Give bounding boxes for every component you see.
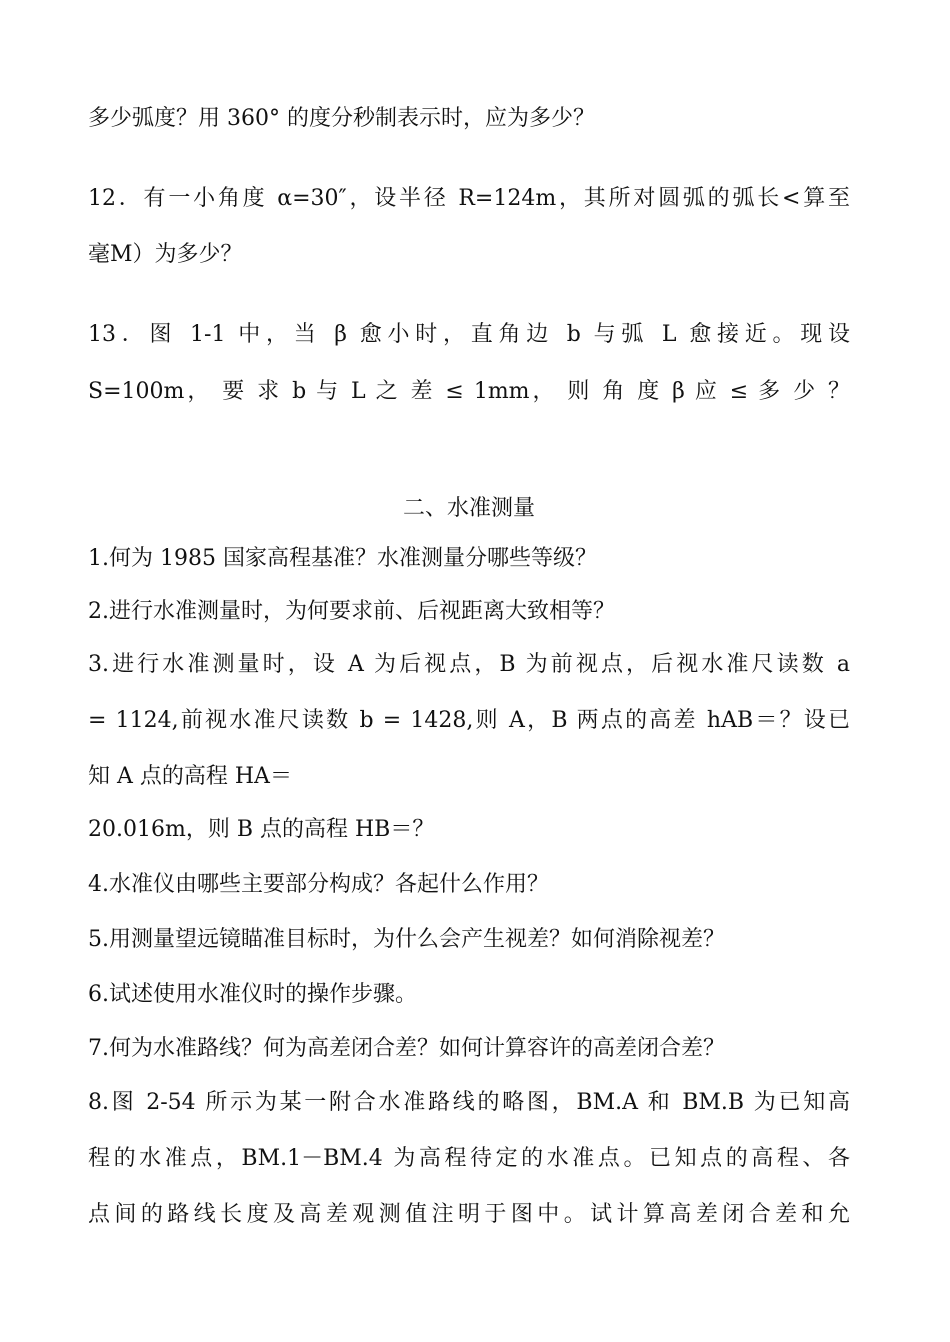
question-3-line-4: 20.016m，则 B 点的高程 HB＝？ xyxy=(88,817,435,842)
question-8-line-1: 8.图 2-54 所示为某一附合水准路线的略图，BM.A 和 BM.B 为已知高 xyxy=(88,1090,850,1115)
question-4: 4.水准仪由哪些主要部分构成？各起什么作用？ xyxy=(88,872,549,897)
q13-line-1: 13．图 1-1 中，当 β 愈小时，直角边 b 与弧 L 愈接近。现设 xyxy=(88,322,850,347)
q13-line-2: S=100m， 要 求 b 与 L 之 差 ≤ 1mm， 则 角 度 β 应 ≤ 多 少 ？ xyxy=(88,379,850,404)
q11-tail-line: 多少弧度？用 360° 的度分秒制表示时，应为多少？ xyxy=(88,106,595,131)
question-3-line-3: 知 A 点的高程 HA＝ xyxy=(88,764,292,789)
q12-line-2: 毫M）为多少？ xyxy=(88,242,243,267)
section-heading: 二、水准测量 xyxy=(402,496,535,521)
question-1: 1.何为 1985 国家高程基准？水准测量分哪些等级？ xyxy=(88,546,597,571)
question-3-line-1: 3.进行水准测量时，设 A 为后视点，B 为前视点，后视水准尺读数 a xyxy=(88,652,850,677)
question-6: 6.试述使用水准仪时的操作步骤。 xyxy=(88,982,417,1007)
document-page xyxy=(88,0,850,1342)
question-2: 2.进行水准测量时，为何要求前、后视距离大致相等？ xyxy=(88,599,615,624)
question-3-line-2: = 1124,前视水准尺读数 b = 1428,则 A，B 两点的高差 hAB＝？设已 xyxy=(88,708,850,733)
question-8-line-2: 程的水准点，BM.1－BM.4 为高程待定的水准点。已知点的高程、各 xyxy=(88,1146,850,1171)
question-8-line-3: 点间的路线长度及高差观测值注明于图中。试计算高差闭合差和允 xyxy=(88,1202,850,1227)
q12-line-1: 12．有一小角度 α=30″，设半径 R=124m，其所对圆弧的弧长<算至 xyxy=(88,186,850,211)
question-5: 5.用测量望远镜瞄准目标时，为什么会产生视差？如何消除视差？ xyxy=(88,927,725,952)
question-7: 7.何为水准路线？何为高差闭合差？如何计算容许的高差闭合差？ xyxy=(88,1036,725,1061)
